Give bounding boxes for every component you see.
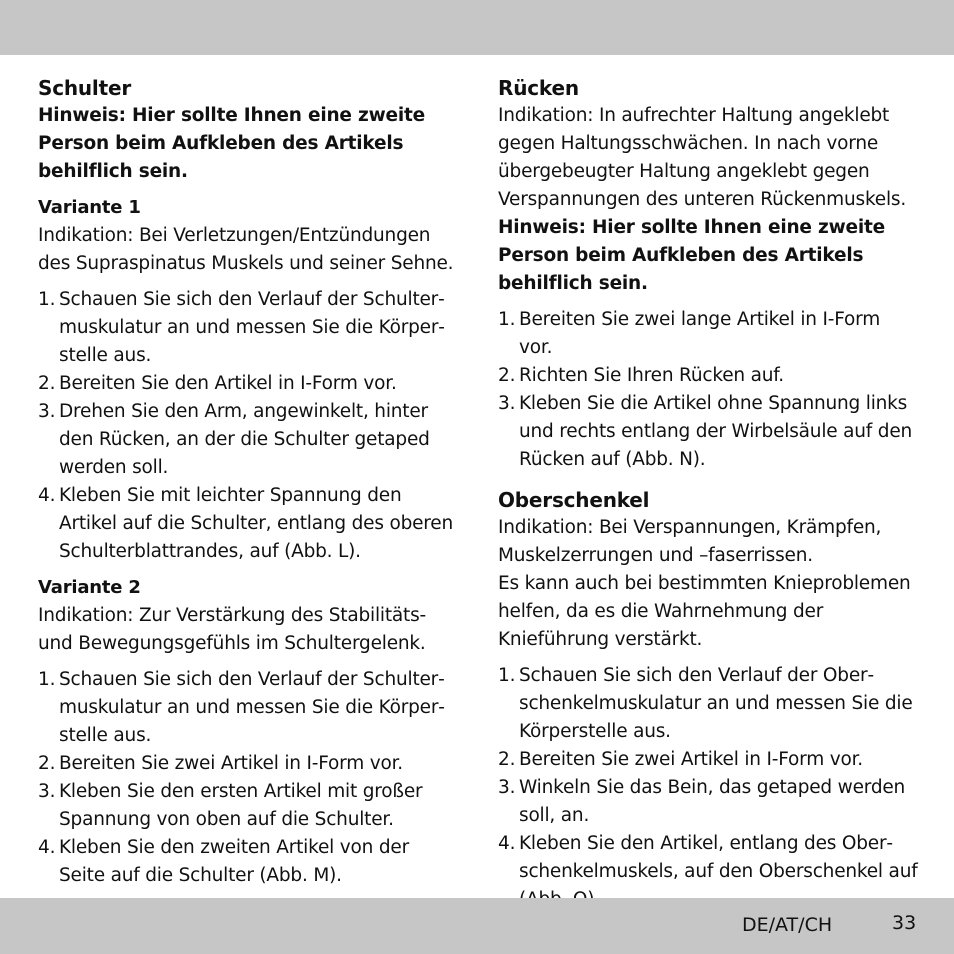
- right-column: [498, 70, 918, 914]
- section-title-ruecken: Rücken: [498, 76, 579, 100]
- indication-oberschenkel: Indikation: Bei Verspannungen, Krämpfen, Muskelzerrungen und –faserrissen.: [498, 517, 882, 566]
- indication-variante-1: Indikation: Bei Verletzungen/Entzündungen des Supraspinatus Muskels und seiner Sehne.: [38, 225, 454, 274]
- list-item: 4. Kleben Sie mit leichter Spannung den Artikel auf die Schulter, entlang des oberen Schulterblattrandes, auf (Abb. L).: [38, 485, 453, 562]
- list-item: 2. Bereiten Sie zwei Artikel in I-Form vor.: [498, 749, 863, 770]
- footer-country-label: DE/AT/CH: [742, 914, 833, 936]
- hinweis-note: Hinweis: Hier sollte Ihnen eine zweite Person beim Aufkleben des Artikels behilflich sein.: [498, 217, 885, 294]
- steps-variante-2: [38, 666, 456, 890]
- indication-variante-2: Indikation: Zur Verstärkung des Stabilitäts- und Bewegungsgefühls im Schultergelenk.: [38, 605, 426, 654]
- steps-variante-1: [38, 286, 456, 566]
- list-item: 3. Kleben Sie den ersten Artikel mit großer Spannung von oben auf die Schulter.: [38, 781, 423, 830]
- steps-oberschenkel: [498, 662, 918, 914]
- list-item: 3. Drehen Sie den Arm, angewinkelt, hinter den Rücken, an der die Schulter getaped werden soll.: [38, 401, 430, 478]
- list-item: 3. Kleben Sie die Artikel ohne Spannung links und rechts entlang der Wirbelsäule auf den Rücken auf (Abb. N).: [498, 393, 913, 470]
- list-item: 1. Schauen Sie sich den Verlauf der Schultermuskulatur an und messen Sie die Körperstelle aus.: [38, 669, 445, 746]
- list-item: 2. Bereiten Sie zwei Artikel in I-Form vor.: [38, 753, 403, 774]
- left-column: [38, 70, 456, 890]
- list-item: 2. Richten Sie Ihren Rücken auf.: [498, 365, 784, 386]
- list-item: 4. Kleben Sie den Artikel, entlang des Oberschenkelmuskels, auf den Oberschenkel auf: [498, 833, 918, 882]
- section-title-oberschenkel: Oberschenkel: [498, 488, 650, 512]
- list-item: 3. Winkeln Sie das Bein, das getaped werden soll, an.: [498, 777, 906, 826]
- header-band: [0, 0, 954, 55]
- list-item: 1. Bereiten Sie zwei lange Artikel in I-Form vor.: [498, 309, 881, 358]
- indication-ruecken: Indikation: In aufrechter Haltung angeklebt gegen Haltungsschwächen. In nach vorne übergebeugter Haltung angeklebt gegen Verspannungen des unteren Rückenmuskels.: [498, 105, 907, 210]
- subsection-title-variante-1: Variante 1: [38, 197, 141, 218]
- section-title-schulter: Schulter: [38, 76, 131, 100]
- list-item: 1. Schauen Sie sich den Verlauf der Oberschenkelmuskulatur an und messen Sie die Körperstelle aus.: [498, 665, 913, 742]
- hinweis-note: Hinweis: Hier sollte Ihnen eine zweite Person beim Aufkleben des Artikels behilflich sein.: [38, 105, 425, 182]
- list-item: 2. Bereiten Sie den Artikel in I-Form vor.: [38, 373, 397, 394]
- oberschenkel-extra-text: Es kann auch bei bestimmten Knieproblemen helfen, da es die Wahrnehmung der Knieführung verstärkt.: [498, 573, 911, 650]
- steps-ruecken: [498, 306, 918, 474]
- page-number: 33: [892, 912, 917, 934]
- list-item: 1. Schauen Sie sich den Verlauf der Schultermuskulatur an und messen Sie die Körperstelle aus.: [38, 289, 445, 366]
- subsection-title-variante-2: Variante 2: [38, 577, 141, 598]
- list-item: 4. Kleben Sie den zweiten Artikel von der Seite auf die Schulter (Abb. M).: [38, 837, 409, 886]
